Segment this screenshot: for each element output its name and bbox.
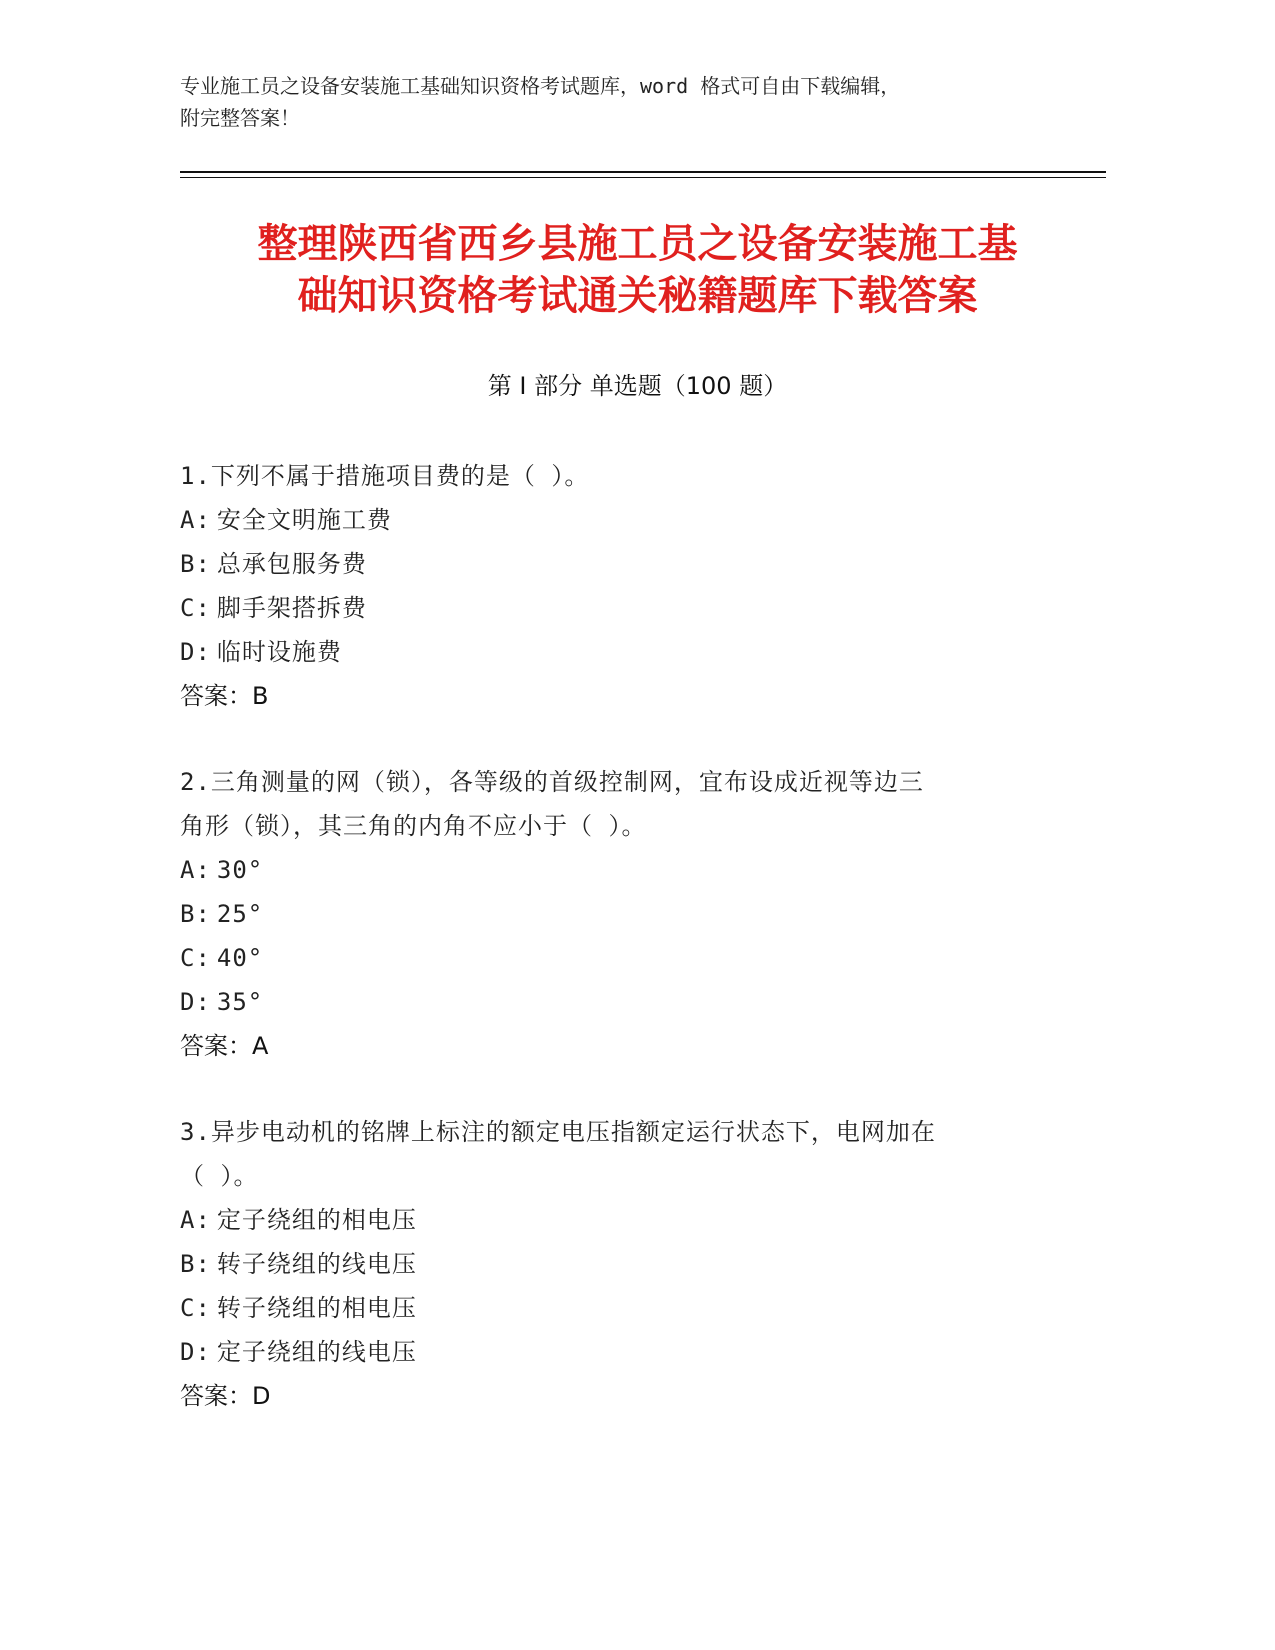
option-d [180,630,1030,674]
option-d [180,980,1030,1024]
option-key: A: [180,856,211,884]
document-title [150,218,1125,322]
section-heading: 第 I 部分 单选题（100 题） [487,372,788,400]
question-list [180,454,1030,1460]
answer-line: 答案：A [180,1032,269,1060]
option-key: C: [180,944,211,972]
answer-line: 答案：B [180,682,269,710]
question-1 [180,454,1030,718]
question-stem: 1.下列不属于措施项目费的是（ ）。 [180,462,590,490]
option-a [180,848,1030,892]
question-stem-line-2: 角形（锁），其三角的内角不应小于（ ）。 [180,812,647,840]
option-d [180,1330,1030,1374]
option-text: 转子绕组的线电压 [216,1250,417,1278]
option-a [180,498,1030,542]
option-key: A: [180,506,211,534]
option-text: 40° [216,944,264,972]
option-text: 25° [216,900,264,928]
option-text: 定子绕组的相电压 [216,1206,417,1234]
option-key: A: [180,1206,211,1234]
header-divider-thin [180,177,1106,178]
question-2 [180,760,1030,1068]
option-b [180,542,1030,586]
option-text: 定子绕组的线电压 [216,1338,417,1366]
option-text: 总承包服务费 [216,550,367,578]
option-key: D: [180,1338,211,1366]
document-title-line-1: 整理陕西省西乡县施工员之设备安装施工基 [257,221,1018,267]
question-stem-line-1: 2.三角测量的网（锁），各等级的首级控制网，宜布设成近视等边三 [180,768,924,796]
option-key: D: [180,638,211,666]
option-key: B: [180,900,211,928]
option-key: C: [180,1294,211,1322]
header-note [180,70,1080,134]
option-text: 35° [216,988,264,1016]
option-key: D: [180,988,211,1016]
question-stem-line-2: （ ）。 [180,1162,259,1190]
option-key: B: [180,1250,211,1278]
header-divider-thick [180,171,1106,173]
option-text: 安全文明施工费 [216,506,392,534]
header-note-line-1: 专业施工员之设备安装施工基础知识资格考试题库，word 格式可自由下载编辑， [180,74,901,98]
question-stem-line-1: 3.异步电动机的铭牌上标注的额定电压指额定运行状态下，电网加在 [180,1118,936,1146]
option-text: 30° [216,856,264,884]
option-b [180,1242,1030,1286]
option-key: C: [180,594,211,622]
option-text: 临时设施费 [216,638,342,666]
option-b [180,892,1030,936]
option-c [180,936,1030,980]
header-note-line-2: 附完整答案！ [180,106,300,130]
option-text: 转子绕组的相电压 [216,1294,417,1322]
question-3 [180,1110,1030,1418]
option-key: B: [180,550,211,578]
document-title-line-2: 础知识资格考试通关秘籍题库下载答案 [297,273,978,319]
option-text: 脚手架搭拆费 [216,594,367,622]
option-c [180,1286,1030,1330]
option-a [180,1198,1030,1242]
option-c [180,586,1030,630]
answer-line: 答案：D [180,1382,271,1410]
